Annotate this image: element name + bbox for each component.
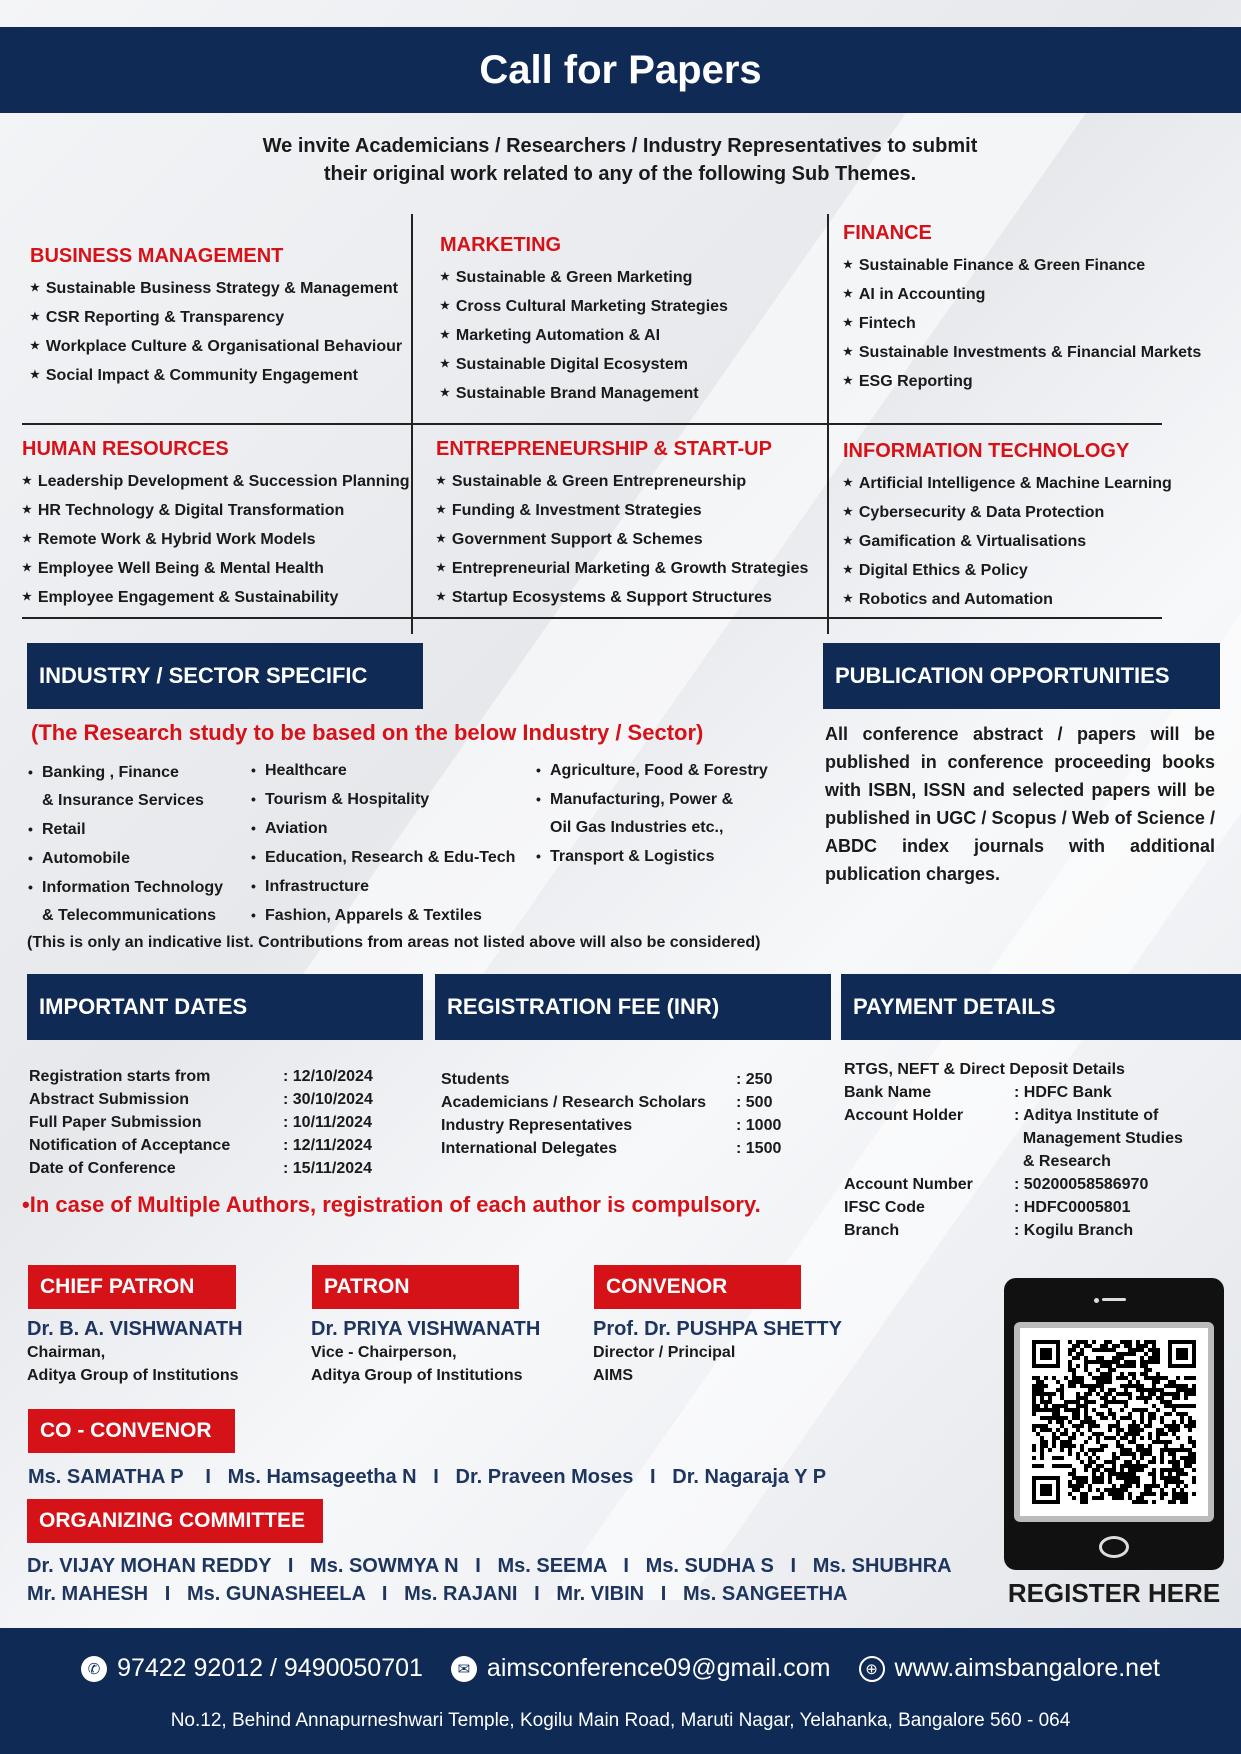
publication-line: published in UGC / Scopus / Web of Science / <box>825 808 1215 828</box>
theme-marketing <box>440 234 728 408</box>
theme-item: ★ Employee Engagement & Sustainability <box>22 583 410 612</box>
co-convenor-names: Ms. SAMATHA P I Ms. Hamsageetha N I Dr. Praveen Moses I Dr. Nagaraja Y P <box>28 1466 827 1488</box>
home-button-icon <box>1099 1536 1129 1558</box>
theme-item: ★ HR Technology & Digital Transformation <box>22 496 410 525</box>
theme-finance <box>843 222 1201 396</box>
industry-item: • Information Technology <box>28 879 224 896</box>
industry-item: & Telecommunications <box>42 907 216 924</box>
payment-row: Account Holder : Aditya Institute of <box>844 1107 1159 1124</box>
theme-item: ★ Sustainable & Green Entrepreneurship <box>436 467 808 496</box>
industry-note: (This is only an indicative list. Contributions from areas not listed above will also be considered) <box>27 934 761 951</box>
footer-contacts <box>0 1654 1241 1683</box>
theme-title: HUMAN RESOURCES <box>22 438 229 460</box>
committee-label: ORGANIZING COMMITTEE <box>27 1499 323 1543</box>
committee-names: Dr. VIJAY MOHAN REDDY I Ms. SOWMYA N I Ms. SEEMA I Ms. SUDHA S I Ms. SHUBHRA <box>27 1555 952 1577</box>
industry-item: • Fashion, Apparels & Textiles <box>251 907 482 924</box>
camera-icon <box>1094 1298 1099 1303</box>
industry-item: • Automobile <box>28 850 130 867</box>
grid-divider <box>22 617 1162 619</box>
theme-item: ★ Cybersecurity & Data Protection <box>843 498 1172 527</box>
footer-address: No.12, Behind Annapurneshwari Temple, Kogilu Main Road, Maruti Nagar, Yelahanka, Bangalore 560 - 064 <box>170 1710 1071 1731</box>
committee-names: Mr. MAHESH I Ms. GUNASHEELA I Ms. RAJANI I Mr. VIBIN I Ms. SANGEETHA <box>27 1583 848 1605</box>
title-bar <box>0 27 1241 113</box>
person-name: Dr. PRIYA VISHWANATH <box>311 1318 541 1340</box>
industry-item: • Agriculture, Food & Forestry <box>536 762 768 779</box>
register-here-label[interactable]: REGISTER HERE <box>1007 1578 1221 1608</box>
dates-list <box>29 1065 373 1180</box>
footer <box>0 1628 1241 1754</box>
multiple-authors-note: •In case of Multiple Authors, registration of each author is compulsory. <box>22 1192 761 1217</box>
industry-item: • Transport & Logistics <box>536 848 715 865</box>
intro-line: their original work related to any of the following Sub Themes. <box>323 163 917 185</box>
patron <box>311 1318 540 1387</box>
industry-item: Oil Gas Industries etc., <box>550 819 724 836</box>
industry-item: • Education, Research & Edu-Tech <box>251 849 516 866</box>
person-role: Aditya Group of Institutions <box>27 1367 239 1384</box>
theme-item: ★ Gamification & Virtualisations <box>843 527 1172 556</box>
payment-row: Branch : Kogilu Branch <box>844 1222 1134 1239</box>
payment-heading: PAYMENT DETAILS <box>841 974 1241 1040</box>
fee-row: International Delegates : 1500 <box>441 1140 782 1157</box>
theme-item: ★ Funding & Investment Strategies <box>436 496 808 525</box>
dates-heading: IMPORTANT DATES <box>27 974 423 1040</box>
theme-item: ★ Leadership Development & Succession Planning <box>22 467 410 496</box>
fee-heading: REGISTRATION FEE (INR) <box>435 974 831 1040</box>
payment-list <box>844 1058 1183 1242</box>
industry-heading: INDUSTRY / SECTOR SPECIFIC <box>27 643 423 709</box>
chief-patron-label: CHIEF PATRON <box>28 1265 236 1309</box>
theme-item: ★ Cross Cultural Marketing Strategies <box>440 292 728 321</box>
theme-information-technology <box>843 440 1172 614</box>
payment-intro: RTGS, NEFT & Direct Deposit Details <box>844 1061 1125 1078</box>
industry-list-3 <box>536 756 768 871</box>
speaker-icon <box>1102 1298 1126 1301</box>
fee-list <box>441 1068 781 1160</box>
theme-item: ★ Digital Ethics & Policy <box>843 556 1172 585</box>
industry-item: • Manufacturing, Power & <box>536 791 734 808</box>
convenor <box>593 1318 842 1387</box>
payment-row: Bank Name : HDFC Bank <box>844 1084 1112 1101</box>
date-row: Notification of Acceptance : 12/11/2024 <box>29 1137 372 1154</box>
publication-line: with ISBN, ISSN and selected papers will be <box>825 780 1215 800</box>
theme-item: ★ Sustainable Brand Management <box>440 379 728 408</box>
date-row: Full Paper Submission : 10/11/2024 <box>29 1114 372 1131</box>
theme-title: FINANCE <box>843 222 932 244</box>
phone-screen <box>1014 1322 1214 1522</box>
publication-heading: PUBLICATION OPPORTUNITIES <box>823 643 1220 709</box>
chief-patron <box>27 1318 243 1387</box>
theme-item: ★ Workplace Culture & Organisational Behaviour <box>30 332 402 361</box>
publication-line: ABDC index journals with additional <box>825 836 1215 856</box>
payment-row: Account Number : 50200058586970 <box>844 1176 1149 1193</box>
person-role: Vice - Chairperson, <box>311 1344 457 1361</box>
person-role: Chairman, <box>27 1344 106 1361</box>
theme-item: ★ Sustainable Business Strategy & Management <box>30 274 402 303</box>
theme-title: BUSINESS MANAGEMENT <box>30 245 284 267</box>
person-name: Dr. B. A. VISHWANATH <box>27 1318 243 1340</box>
convenor-label: CONVENOR <box>594 1265 801 1309</box>
theme-item: ★ CSR Reporting & Transparency <box>30 303 402 332</box>
phone-illustration <box>1004 1278 1224 1570</box>
globe-icon: ⊕ <box>859 1656 885 1682</box>
date-row: Abstract Submission : 30/10/2024 <box>29 1091 373 1108</box>
theme-item: ★ Marketing Automation & AI <box>440 321 728 350</box>
theme-item: ★ Entrepreneurial Marketing & Growth Strategies <box>436 554 808 583</box>
footer-phone[interactable]: ✆ 97422 92012 / 9490050701 <box>81 1654 423 1683</box>
publication-line: All conference abstract / papers will be <box>825 724 1215 744</box>
industry-item: • Aviation <box>251 820 328 837</box>
person-role: Director / Principal <box>593 1344 736 1361</box>
theme-item: ★ Robotics and Automation <box>843 585 1172 614</box>
industry-item: • Healthcare <box>251 762 347 779</box>
theme-item: ★ Sustainable Finance & Green Finance <box>843 251 1201 280</box>
theme-title: ENTREPRENEURSHIP & START-UP <box>436 438 772 460</box>
theme-item: ★ Startup Ecosystems & Support Structures <box>436 583 808 612</box>
register-qr-code[interactable] <box>1032 1340 1196 1504</box>
fee-row: Academicians / Research Scholars : 500 <box>441 1094 773 1111</box>
date-row: Registration starts from : 12/10/2024 <box>29 1068 373 1085</box>
theme-item: ★ Employee Well Being & Mental Health <box>22 554 410 583</box>
theme-item: ★ Sustainable Investments & Financial Markets <box>843 338 1201 367</box>
theme-title: INFORMATION TECHNOLOGY <box>843 440 1130 462</box>
date-row: Date of Conference : 15/11/2024 <box>29 1160 372 1177</box>
phone-icon: ✆ <box>81 1656 107 1682</box>
person-role: Aditya Group of Institutions <box>311 1367 523 1384</box>
intro-text <box>220 132 1020 188</box>
person-name: Prof. Dr. PUSHPA SHETTY <box>593 1318 842 1340</box>
payment-row: Management Studies <box>1014 1130 1183 1147</box>
publication-line: published in conference proceeding books <box>825 752 1215 772</box>
patron-label: PATRON <box>312 1265 519 1309</box>
industry-item: & Insurance Services <box>42 792 204 809</box>
payment-row: IFSC Code : HDFC0005801 <box>844 1199 1131 1216</box>
bullet-icon: • <box>22 1192 30 1217</box>
industry-list-2 <box>251 756 515 930</box>
person-role: AIMS <box>593 1367 633 1384</box>
theme-item: ★ Fintech <box>843 309 1201 338</box>
co-convenor-label: CO - CONVENOR <box>28 1409 235 1453</box>
publication-text <box>825 720 1215 888</box>
industry-item: • Retail <box>28 821 86 838</box>
publication-line: publication charges. <box>825 864 1001 884</box>
footer-website[interactable]: ⊕ www.aimsbangalore.net <box>859 1654 1160 1683</box>
payment-row: & Research <box>1014 1153 1111 1170</box>
intro-line: We invite Academicians / Researchers / Industry Representatives to submit <box>262 135 978 157</box>
grid-divider <box>22 423 1162 425</box>
industry-list-1 <box>28 758 223 930</box>
theme-title: MARKETING <box>440 234 562 256</box>
industry-subheading: (The Research study to be based on the below Industry / Sector) <box>31 720 704 745</box>
fee-row: Industry Representatives : 1000 <box>441 1117 782 1134</box>
theme-entrepreneurship <box>436 438 808 612</box>
industry-item: • Infrastructure <box>251 878 370 895</box>
industry-item: • Banking , Finance <box>28 764 179 781</box>
theme-item: ★ AI in Accounting <box>843 280 1201 309</box>
theme-item: ★ Remote Work & Hybrid Work Models <box>22 525 410 554</box>
footer-email[interactable]: ✉ aimsconference09@gmail.com <box>451 1654 831 1683</box>
email-icon: ✉ <box>451 1656 477 1682</box>
theme-item: ★ Sustainable & Green Marketing <box>440 263 728 292</box>
theme-human-resources <box>22 438 410 612</box>
theme-item: ★ Sustainable Digital Ecosystem <box>440 350 728 379</box>
theme-item: ★ ESG Reporting <box>843 367 1201 396</box>
fee-row: Students : 250 <box>441 1071 773 1088</box>
theme-business-management <box>30 245 402 390</box>
theme-item: ★ Social Impact & Community Engagement <box>30 361 402 390</box>
industry-item: • Tourism & Hospitality <box>251 791 430 808</box>
page-title: Call for Papers <box>479 47 762 92</box>
theme-item: ★ Artificial Intelligence & Machine Learning <box>843 469 1172 498</box>
theme-item: ★ Government Support & Schemes <box>436 525 808 554</box>
